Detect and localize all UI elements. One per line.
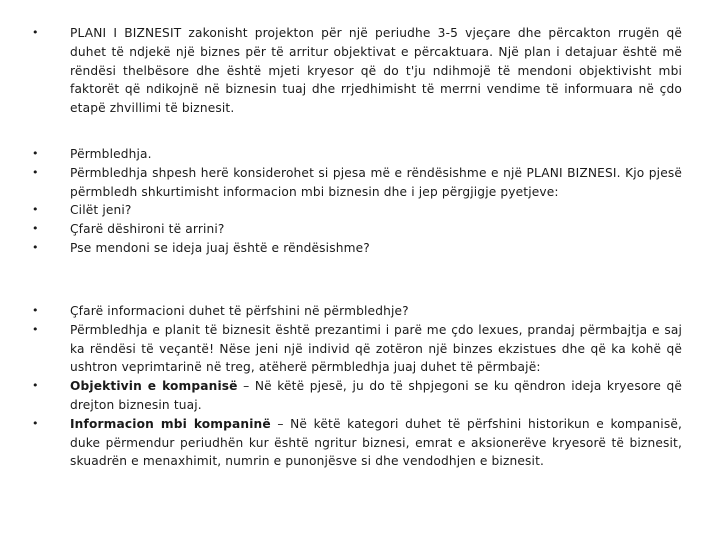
content-question: Çfarë informacioni duhet të përfshini në përmbledhje? bbox=[70, 304, 409, 318]
list-item bbox=[0, 239, 720, 258]
bullet-icon: • bbox=[32, 222, 39, 236]
bullet-icon: • bbox=[32, 322, 39, 336]
list-item bbox=[0, 145, 720, 164]
list-item bbox=[0, 164, 720, 202]
bullet-icon: • bbox=[32, 203, 39, 217]
list-item bbox=[0, 321, 720, 377]
summary-description: Përmbledhja shpesh herë konsiderohet si pjesa më e rëndësishme e një PLANI BIZNESI. Kjo pjesë përmbledh shkurtimisht informacion mbi biznesin dhe i jep përgjigje pyetjeve: bbox=[70, 165, 682, 199]
intro-text: PLANI I BIZNESIT zakonisht projekton për një periudhe 3-5 vjeçare dhe përcakton rrugën që duhet të ndjekë një biznes për të arritur objektivat e përcaktuara. Një plan i detajuar është më rëndësi thelbësore dhe është mjeti kryesor që do t'ju ndihmojë të mendoni objektivisht mbi faktorët që ndikojnë në biznesin tuaj dhe rrjedhimisht të merrni vendime të informuara në çdo etapë zhvillimi të biznesit. bbox=[70, 26, 682, 116]
company-info-label: Informacion mbi kompaninë bbox=[70, 416, 271, 431]
bullet-icon: • bbox=[32, 416, 39, 430]
question-who: Cilët jeni? bbox=[70, 203, 132, 218]
intro-section bbox=[0, 24, 720, 118]
company-objective bbox=[70, 377, 682, 415]
list-item bbox=[0, 377, 720, 415]
summary-section bbox=[0, 145, 720, 258]
list-item bbox=[0, 220, 720, 239]
list-item bbox=[0, 302, 720, 321]
company-objective-text: – Në këtë pjesë, ju do të shpjegoni se ku qëndron ideja kryesore që drejton biznesin tuaj. bbox=[70, 379, 682, 412]
question-goal: Çfarë dëshironi të arrini? bbox=[70, 222, 225, 237]
bullet-icon: • bbox=[32, 379, 39, 393]
list-item bbox=[0, 415, 720, 471]
bullet-icon: • bbox=[32, 240, 39, 254]
list-item bbox=[0, 24, 720, 118]
question-why: Pse mendoni se ideja juaj është e rëndësishme? bbox=[70, 240, 370, 255]
content-description: Përmbledhja e planit të biznesit është prezantimi i parë me çdo lexues, prandaj përmbajtja e saj ka rëndësi të veçantë! Nëse jeni një individ që zotëron një binzes ekzistues dhe që ka kohë që ushtron veprimtarinë në treg, atëherë përmbledhja juaj duhet të përmbajë: bbox=[70, 322, 682, 375]
company-objective-label: Objektivin e kompanisë bbox=[70, 379, 238, 394]
company-info-text: – Në këtë kategori duhet të përfshini historikun e kompanisë, duke përmendur periudhën kur është ngritur biznesi, emrat e aksionerëve kryesorë të biznesit, skuadrën e menaxhimit, numrin e punonjësve si dhe vendodhjen e biznesit. bbox=[70, 416, 682, 469]
bullet-icon: • bbox=[32, 147, 39, 160]
bullet-icon: • bbox=[32, 26, 39, 39]
bullet-icon: • bbox=[32, 165, 39, 179]
list-item bbox=[0, 201, 720, 220]
summary-title: Përmbledhja. bbox=[70, 147, 152, 161]
content-section bbox=[0, 302, 720, 471]
company-info bbox=[70, 415, 682, 471]
bullet-icon: • bbox=[32, 304, 39, 317]
